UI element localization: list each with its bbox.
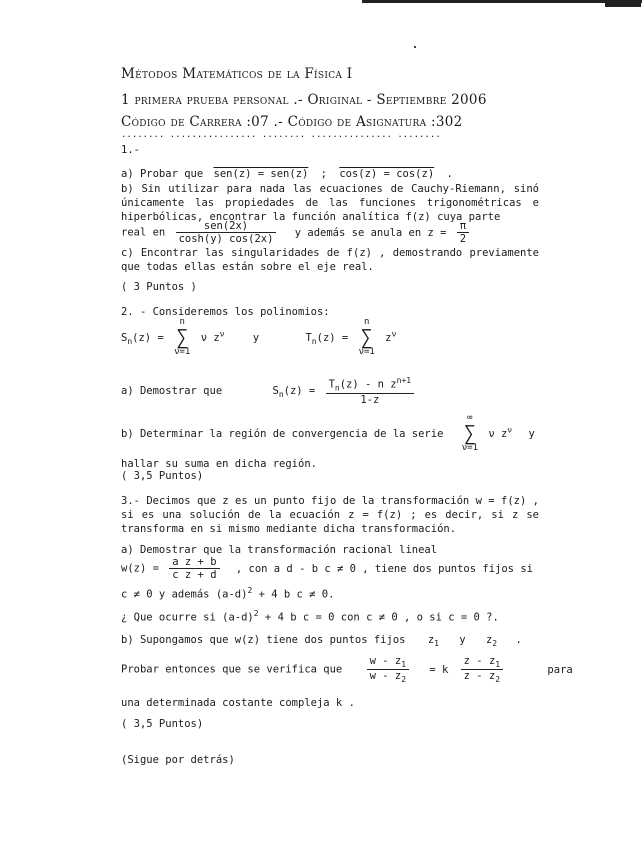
problem1-b-real (121, 220, 473, 245)
exam-title: Métodos Matemáticos de la Física I (121, 66, 353, 82)
S-arg: (z) = (132, 331, 164, 344)
problem2-intro: 2. - Consideremos los polinomios: (121, 306, 330, 318)
separator-dots: ........ ................ ........ ............... ........ (121, 130, 441, 140)
series-sigma: ∑ (463, 421, 476, 446)
series-and: y (528, 427, 535, 440)
w-lhs: w(z) = (121, 562, 159, 575)
problem1-a-eq1: sen(z) = sen(z) (213, 168, 309, 180)
problem3-tail: una determinada costante compleja k . (121, 697, 355, 709)
problem2-a (121, 376, 418, 406)
problem1-b: b) Sin utilizar para nada las ecuaciones de Cauchy-Riemann, sinó únicamente las propiedades de las funciones trigonométricas e hiperbólicas, encontrar la función analítica f(z) cuya parte (121, 183, 539, 223)
top-rule (362, 0, 642, 3)
problem1-a-sep: ; (320, 168, 327, 180)
problem1-b-numerator: sen(2x) (176, 220, 277, 233)
problem3-a-transform (121, 556, 533, 581)
problem3-a-line2: c ≠ 0 y además $(a-d)^2 + 4$ b c ≠ 0. (121, 586, 335, 601)
problem3-a-line3: ¿ Que ocurre si $(a-d)^2 + 4$ b c = 0 con c ≠ 0 , o si c = 0 ?. (121, 609, 499, 624)
S-term: ν z (200, 331, 220, 344)
problem3-prove (121, 655, 573, 684)
problem2-a-denominator: 1-z (360, 393, 380, 406)
series-exponent: ν (507, 425, 513, 435)
z1: $z_1$ (427, 634, 439, 649)
para-word: para (547, 663, 573, 676)
mobius-denominator: c z + d (172, 569, 217, 581)
problem2-b-cont: hallar su suma en dicha región. (121, 458, 317, 470)
T-sigma: ∑ (360, 325, 373, 350)
fraction-z-num: z - $z_1$ (461, 655, 503, 670)
series-sum (462, 414, 478, 454)
series-sum-bottom: ν=1 (461, 443, 478, 454)
problem2-b (121, 414, 535, 454)
T-arg: (z) = (316, 331, 349, 344)
problem2-points: ( 3,5 Puntos) (121, 470, 204, 482)
problem3-b (121, 634, 522, 648)
mobius-fraction (169, 556, 219, 581)
problem2-definitions (121, 318, 396, 358)
problem2-a-fraction (326, 376, 415, 406)
problem2-a-lhs: $S_n(z)$ = (272, 384, 316, 399)
fraction-w-num: w - $z_1$ (367, 655, 409, 670)
problem2-b-text: b) Determinar la región de convergencia de la serie (121, 427, 444, 440)
top-rule-end (605, 0, 641, 7)
problem1-b-pi: π (457, 220, 469, 233)
T-term: z (385, 331, 392, 344)
problem1-c: c) Encontrar las singularidades de f(z) , demostrando previamente que todas ellas están sobre el eje real. (121, 247, 539, 273)
problem2-a-numerator: $T_n(z)$ - n $z^{n+1}$ (326, 376, 415, 394)
problem2-a-label: a) Demostrar que (121, 384, 223, 397)
S-sum (174, 318, 190, 358)
T-sum (359, 318, 375, 358)
problem1-a-eq2: cos(z) = cos(z) (339, 168, 435, 180)
stray-mark (414, 46, 416, 48)
S-sum-bottom: ν=1 (174, 347, 191, 358)
mobius-condition: , con a d - b c ≠ 0 , tiene dos puntos fijos si (235, 562, 533, 575)
problem1-b-condition: y además se anula en z = (294, 226, 447, 239)
fraction-w (367, 655, 409, 684)
exam-codes: Código de Carrera :07 .- Código de Asignatura :302 (121, 114, 463, 130)
fraction-w-den: w - $z_2$ (369, 670, 407, 685)
problem1-b-real-label: real en (121, 226, 166, 239)
problem1-a-label: a) Probar que (121, 168, 204, 180)
problem3-points: ( 3,5 Puntos) (121, 718, 204, 730)
exam-subtitle: 1 primera prueba personal .- Original - Septiembre 2006 (121, 92, 487, 108)
problem1-a (121, 168, 453, 180)
problem1-a-end: . (446, 168, 453, 180)
problem1-b-pi-fraction (457, 220, 469, 245)
and-word: y (252, 331, 260, 344)
T-exponent: ν (391, 329, 397, 339)
series-sum-top: ∞ (467, 413, 473, 423)
z2: $z_2$ (485, 634, 498, 649)
S-sigma: ∑ (176, 325, 189, 350)
mobius-numerator: a z + b (169, 556, 219, 569)
S-symbol: S (121, 331, 128, 344)
section-number: 1.- (121, 144, 140, 156)
footer-note: (Sigue por detrás) (121, 754, 235, 766)
equals-k: = k (429, 663, 449, 676)
prove-text: Probar entonces que se verifica que (121, 663, 343, 676)
series-term: ν z (488, 427, 508, 440)
S-sum-top: n (179, 317, 185, 327)
problem1-b-two: 2 (459, 233, 467, 245)
T-sum-bottom: ν=1 (358, 347, 375, 358)
problem3-a-text: a) Demostrar que la transformación racional lineal (121, 544, 438, 556)
problem1-b-fraction (176, 220, 277, 245)
T-symbol: T (305, 331, 312, 344)
problem1-b-denominator: cosh(y) cos(2x) (178, 233, 274, 245)
problem1-points: ( 3 Puntos ) (121, 281, 197, 293)
b-and: y (459, 634, 466, 646)
T-subscript: n (311, 337, 317, 347)
fraction-z-den: z - $z_2$ (463, 670, 501, 685)
S-exponent: ν (219, 329, 225, 339)
S-subscript: n (127, 337, 133, 347)
problem3-intro: 3.- Decimos que z es un punto fijo de la transformación w = f(z) , si es una solución de la ecuación z = f(z) ; es decir, si z se transforma en si mismo mediante dicha transformación. (121, 495, 539, 535)
T-sum-top: n (363, 317, 370, 327)
problem3-b-text: b) Supongamos que w(z) tiene dos puntos fijos (121, 634, 406, 646)
b-end: . (515, 634, 522, 646)
fraction-z (461, 655, 503, 684)
